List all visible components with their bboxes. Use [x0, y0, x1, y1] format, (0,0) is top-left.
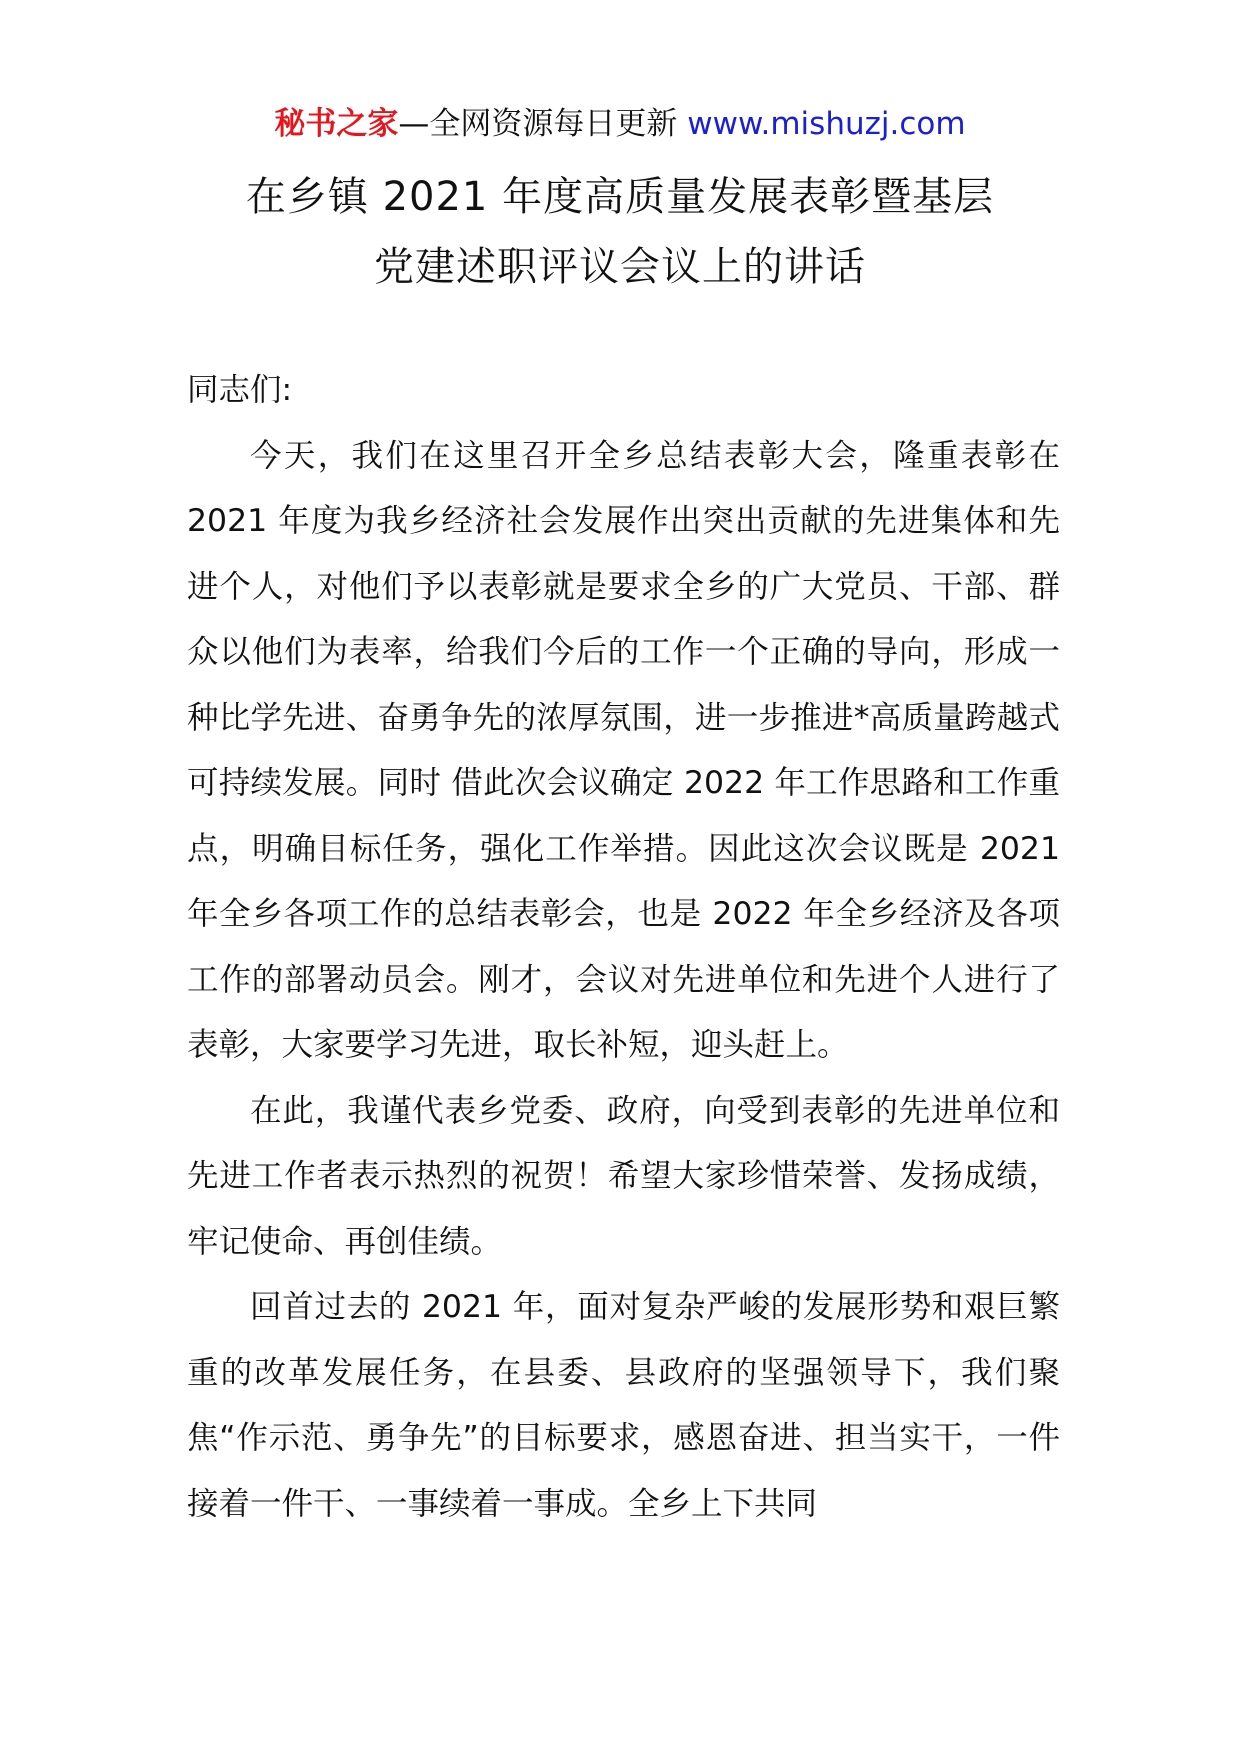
title-line-2: 党建述职评议会议上的讲话 [374, 244, 866, 290]
paragraph-2: 在此，我谨代表乡党委、政府，向受到表彰的先进单位和先进工作者表示热烈的祝贺！希望大家珍惜荣誉、发扬成绩，牢记使命、再创佳绩。 [187, 1092, 1060, 1260]
document-body [187, 358, 1060, 1537]
watermark-header [0, 100, 1240, 148]
paragraph-3: 回首过去的 2021 年，面对复杂严峻的发展形势和艰巨繁重的改革发展任务，在县委、县政府的坚强领导下，我们聚焦“作示范、勇争先”的目标要求，感恩奋进、担当实干，一件接着一件干、一事续着一事成。全乡上下共同 [187, 1289, 1060, 1522]
website-link[interactable]: www.mishuzj.com [687, 106, 966, 142]
title-line-1: 在乡镇 2021 年度高质量发展表彰暨基层 [245, 174, 995, 220]
brand-name: 秘书之家 [274, 106, 399, 142]
paragraph-1: 今天，我们在这里召开全乡总结表彰大会，隆重表彰在 2021 年度为我乡经济社会发展作出突出贡献的先进集体和先进个人，对他们予以表彰就是要求全乡的广大党员、干部、群众以他们为表率，给我们今后的工作一个正确的导向，形成一种比学先进、奋勇争先的浓厚氛围，进一步推进*高质量跨越式可持续发展。同时 借此次会议确定 2022 年工作思路和工作重点，明确目标任务，强化工作举措。因此这次会议既是 2021 年全乡各项工作的总结表彰会，也是 2022 年全乡经济及各项工作的部署动员会。刚才，会议对先进单位和先进个人进行了表彰，大家要学习先进，取长补短，迎头赶上。 [187, 437, 1060, 1063]
document-title [150, 162, 1090, 302]
salutation: 同志们: [187, 372, 293, 408]
header-tagline: —全网资源每日更新 [398, 106, 688, 142]
